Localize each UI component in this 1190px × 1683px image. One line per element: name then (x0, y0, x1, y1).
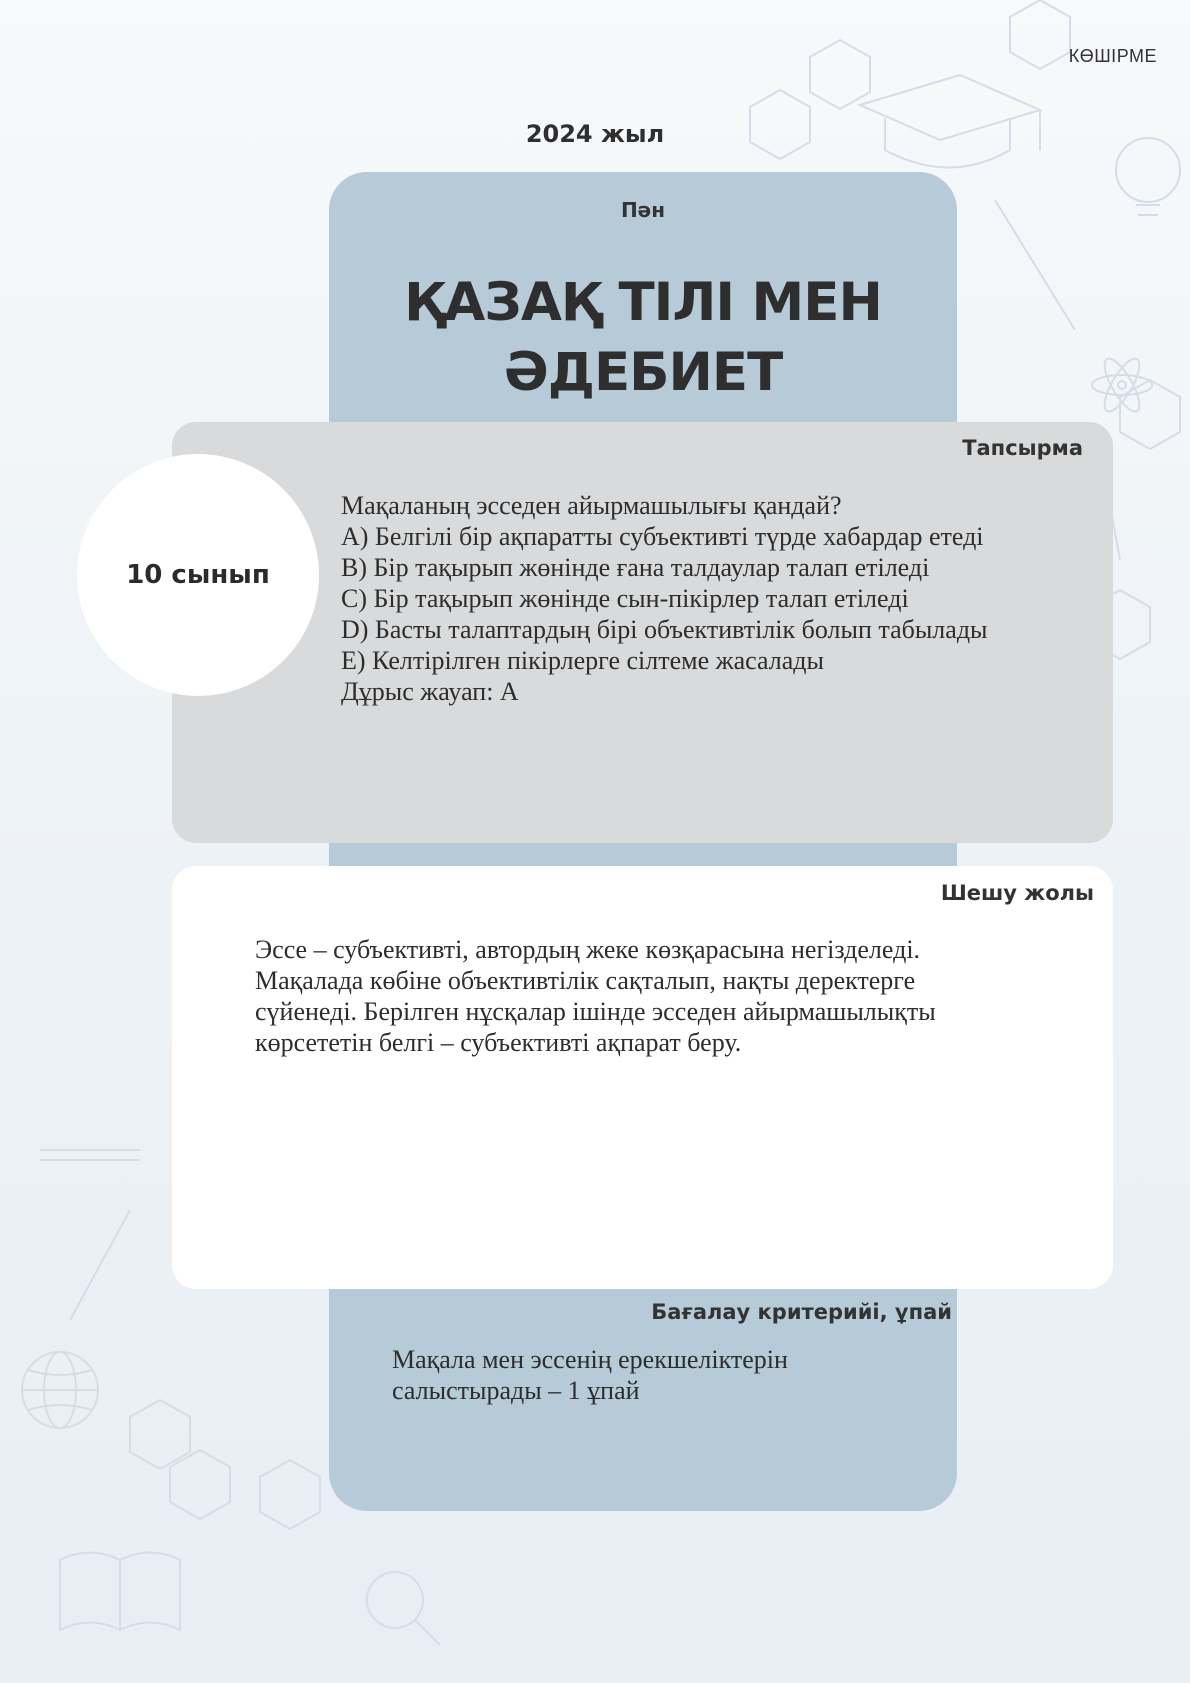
task-option-a: A) Белгілі бір ақпаратты субъективті түрде хабардар етеді (341, 522, 984, 551)
grade-label: 10 сынып (126, 560, 270, 590)
criteria-header: Бағалау критерийі, ұпай (651, 1300, 952, 1324)
solution-header: Шешу жолы (940, 881, 1094, 905)
criteria-line: салыстырады – 1 ұпай (392, 1376, 640, 1405)
subject-caption: Пән (620, 198, 666, 222)
solution-line: көрсететін белгі – субъективті ақпарат беру. (255, 1028, 742, 1057)
copy-label: КӨШІРМЕ (1068, 46, 1157, 66)
magnifier-icon (367, 1572, 440, 1645)
solution-line: сүйенеді. Берілген нұсқалар ішінде эсседен айырмашылықты (255, 997, 936, 1026)
year-label: 2024 жыл (525, 120, 665, 148)
task-question: Мақаланың эсседен айырмашылығы қандай? (341, 491, 842, 520)
grade-badge (77, 454, 319, 696)
task-body (341, 490, 1071, 707)
subject-title (329, 268, 957, 408)
task-option-c: C) Бір тақырып жөнінде сын-пікірлер талап етіледі (341, 584, 909, 613)
solution-line: Мақалада көбіне объективтілік сақталып, нақты деректерге (255, 966, 916, 995)
solution-body (255, 934, 1015, 1058)
subject-title-line: ӘДЕБИЕТ (503, 342, 783, 403)
task-option-b: B) Бір тақырып жөнінде ғана талдаулар талап етіледі (341, 553, 930, 582)
task-answer: Дұрыс жауап: А (341, 677, 519, 706)
solution-line: Эссе – субъективті, автордың жеке көзқарасына негізделеді. (255, 935, 921, 964)
subject-title-line: ҚАЗАҚ ТІЛІ МЕН (404, 272, 882, 333)
task-option-d: D) Басты талаптардың бірі объективтілік болып табылады (341, 615, 988, 644)
lightbulb-icon (1116, 138, 1180, 215)
task-header: Тапсырма (962, 436, 1083, 460)
criteria-line: Мақала мен эссенің ерекшеліктерін (392, 1345, 788, 1374)
globe-icon (22, 1352, 98, 1428)
solution-card (172, 866, 1113, 1289)
task-option-e: E) Келтірілген пікірлерге сілтеме жасалады (341, 646, 824, 675)
open-book-icon (60, 1553, 180, 1631)
criteria-body (392, 1344, 912, 1406)
